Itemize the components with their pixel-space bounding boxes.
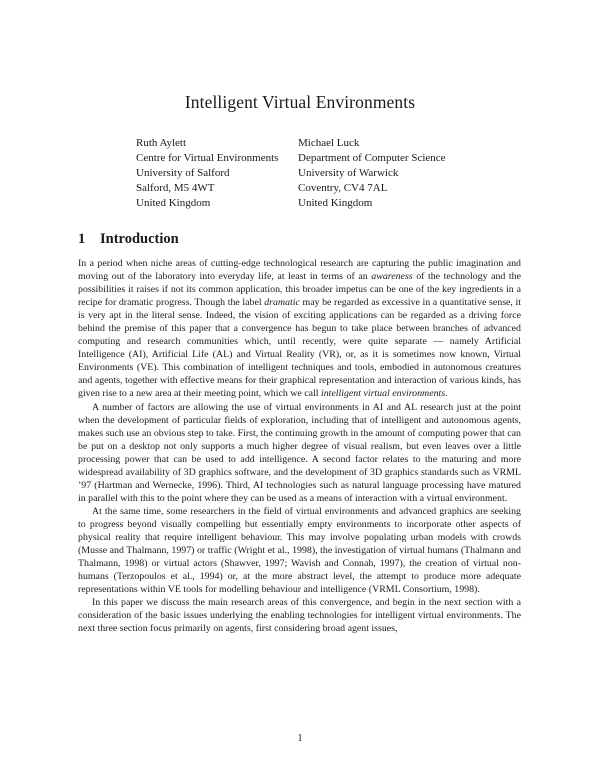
page-number: 1 bbox=[297, 733, 303, 744]
emphasis-dramatic: dramatic bbox=[264, 297, 300, 309]
author-university: University of Warwick bbox=[298, 167, 399, 179]
body-text bbox=[78, 257, 521, 635]
section-number: 1 bbox=[78, 231, 86, 247]
emphasis-term: intelligent virtual environments bbox=[320, 388, 446, 400]
author-affiliation-1 bbox=[136, 136, 278, 211]
paragraph-4: In this paper we discuss the main research areas of this convergence, and begin in the next section with a consideration of the basic issues underlying the enabling technologies for intelligent virtual environments. The next three section focus primarily on agents, first considering broad agent issues, bbox=[78, 597, 521, 635]
author-country: United Kingdom bbox=[298, 197, 373, 209]
paragraph-text: . bbox=[445, 388, 448, 400]
paper-title: Intelligent Virtual Environments bbox=[184, 92, 416, 112]
paragraph-3: At the same time, some researchers in the field of virtual environments and advanced graphics are seeking to progress beyond visually compelling but essentially empty environments to incorporate other aspects of physical reality that require intelligent behaviour. This may involve populating urban models with crowds (Musse and Thalmann, 1997) or traffic (Wright et al., 1998), the investigation of virtual humans (Thalmann and Thalmann, 1998) or virtual actors (Shawver, 1997; Wavish and Connah, 1997), the creation of virtual non-humans (Terzopoulos et al., 1994) or, at the more abstract level, the attempt to produce more adequate representations within VE tools for modelling behaviour and intelligence (VRML Consortium, 1998). bbox=[78, 505, 521, 596]
author-department: Centre for Virtual Environments bbox=[136, 152, 279, 164]
author-country: United Kingdom bbox=[136, 197, 211, 209]
paragraph-1 bbox=[78, 257, 521, 401]
author-name: Ruth Aylett bbox=[136, 137, 187, 149]
section-heading bbox=[78, 231, 179, 248]
author-city: Coventry, CV4 7AL bbox=[298, 182, 388, 194]
paragraph-text: may be regarded as excessive in a quantitative sense, it is very apt in the literal sense. Indeed, the vision of exciting applications can be regarded as a driving force behind the premise of this paper that a convergence has begun to take place between branches of advanced computing and research communities which, until recently, were quite separate — namely Artificial Intelligence (AI), Artificial Life (AL) and Virtual Reality (VR), or, as it is sometimes now known, Virtual Environments (VE). This combination of intelligent techniques and tools, embodied in autonomous creatures and agents, together with effective means for their graphical representation and interaction of various kinds, has given rise to a new area at their meeting point, which we call bbox=[78, 297, 521, 400]
section-title: Introduction bbox=[100, 231, 179, 247]
paragraph-text: of the technology and the possibilities it raises if not its common application, this broader impetus can be one of the key ingredients in a recipe for dramatic progress. Though the label bbox=[78, 271, 521, 309]
author-university: University of Salford bbox=[136, 167, 230, 179]
author-name: Michael Luck bbox=[298, 137, 360, 149]
author-city: Salford, M5 4WT bbox=[136, 182, 215, 194]
author-department: Department of Computer Science bbox=[298, 152, 446, 164]
emphasis-awareness: awareness bbox=[371, 271, 413, 283]
paragraph-text: In a period when niche areas of cutting-edge technological research are capturing the public imagination and moving out of the laboratory into everyday life, at least in terms of an bbox=[78, 258, 521, 283]
author-affiliation-2 bbox=[298, 136, 446, 211]
paragraph-2: A number of factors are allowing the use of virtual environments in AI and AL research just at the point when the development of particular fields of exploration, including that of intelligent and autonomous agents, makes such use an obvious step to take. First, the continuing growth in the amount of computing power that can be put on a desktop not only supports a much higher degree of visual realism, but even leaves over a little processing power that can be used to add intelligence. A second factor relates to the maturing and more widespread availability of 3D graphics software, and the development of 3D graphics standards such as VRML ’97 (Hartman and Wernecke, 1996). Third, AI technologies such as natural language processing have matured in parallel with this to the point where they can be used as a means of interaction with a virtual environment. bbox=[78, 401, 521, 504]
